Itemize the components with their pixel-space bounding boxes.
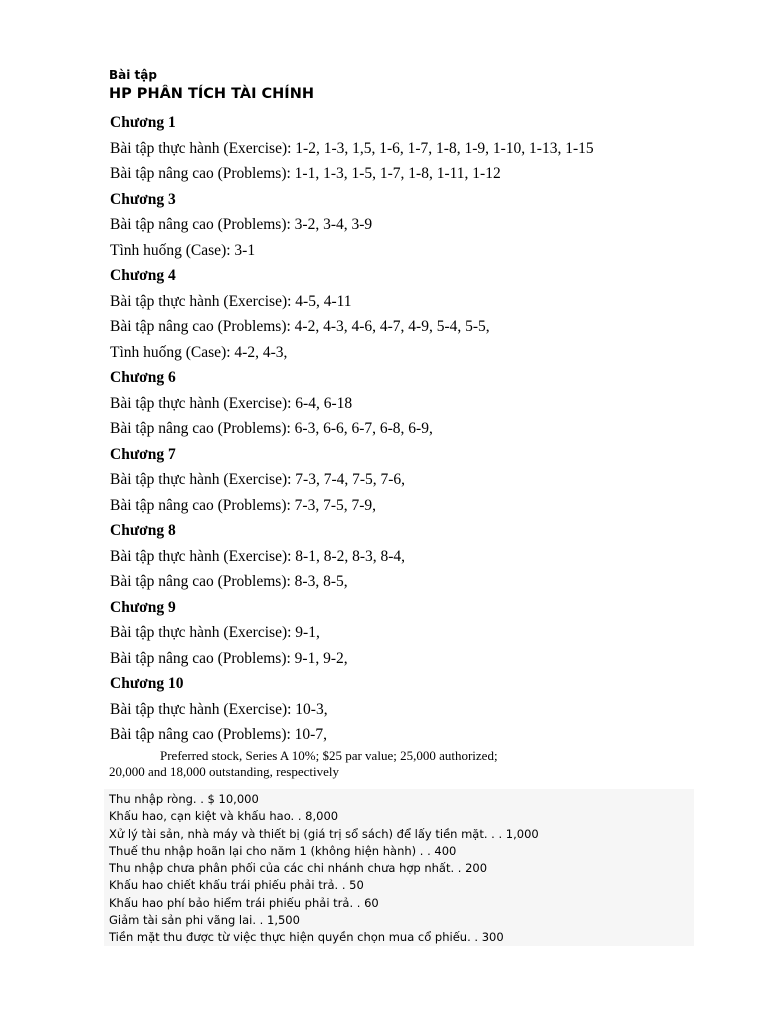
doc-label: Bài tập: [109, 68, 157, 82]
chapter-title: Chương 7: [110, 445, 176, 463]
chapter-line: Bài tập nâng cao (Problems): 10-7,: [110, 726, 327, 743]
cash-flow-item: Khấu hao, cạn kiệt và khấu hao. . 8,000: [109, 809, 339, 824]
cash-flow-items: [109, 791, 709, 947]
chapter-line: Tình huống (Case): 4-2, 4-3,: [110, 343, 288, 361]
note-line: 20,000 and 18,000 outstanding, respectively: [109, 764, 339, 779]
chapter-list: [110, 110, 750, 748]
chapter-line: Bài tập nâng cao (Problems): 8-3, 8-5,: [110, 573, 348, 590]
cash-flow-item: Xử lý tài sản, nhà máy và thiết bị (giá trị sổ sách) để lấy tiền mặt. . . 1,000: [109, 826, 539, 841]
chapter-title: Chương 4: [110, 267, 176, 284]
chapter-line: Bài tập nâng cao (Problems): 3-2, 3-4, 3-9: [110, 216, 373, 233]
doc-title: HP PHÂN TÍCH TÀI CHÍNH: [109, 86, 314, 102]
cash-flow-item: Thu nhập chưa phân phối của các chi nhánh chưa hợp nhất. . 200: [109, 861, 488, 876]
chapter-line: Bài tập nâng cao (Problems): 4-2, 4-3, 4-6, 4-7, 4-9, 5-4, 5-5,: [110, 318, 490, 335]
chapter-line: Bài tập nâng cao (Problems): 7-3, 7-5, 7-9,: [110, 496, 377, 514]
chapter-title: Chương 9: [110, 598, 176, 616]
chapter-line: Bài tập thực hành (Exercise): 4-5, 4-11: [110, 292, 352, 310]
chapter-line: Bài tập nâng cao (Problems): 9-1, 9-2,: [110, 649, 348, 667]
chapter-line: Bài tập thực hành (Exercise): 8-1, 8-2, 8-3, 8-4,: [110, 547, 406, 565]
chapter-title: Chương 3: [110, 190, 176, 208]
cash-flow-item: Khấu hao phí bảo hiểm trái phiếu phải trả. . 60: [109, 895, 379, 910]
note-line: Preferred stock, Series A 10%; $25 par value; 25,000 authorized;: [160, 748, 498, 763]
chapter-title: Chương 10: [110, 675, 184, 692]
cash-flow-item: Giảm tài sản phi vãng lai. . 1,500: [109, 913, 300, 928]
chapter-title: Chương 6: [110, 369, 176, 386]
cash-flow-item: Thu nhập ròng. . $ 10,000: [109, 792, 259, 806]
chapter-line: Tình huống (Case): 3-1: [110, 241, 256, 259]
chapter-line: Bài tập nâng cao (Problems): 6-3, 6-6, 6-7, 6-8, 6-9,: [110, 420, 433, 437]
chapter-line: Bài tập thực hành (Exercise): 10-3,: [110, 700, 328, 718]
chapter-line: Bài tập thực hành (Exercise): 1-2, 1-3, 1,5, 1-6, 1-7, 1-8, 1-9, 1-10, 1-13, 1-15: [110, 139, 594, 157]
chapter-line: Bài tập nâng cao (Problems): 1-1, 1-3, 1-5, 1-7, 1-8, 1-11, 1-12: [110, 165, 501, 182]
preferred-stock-note: [109, 748, 669, 780]
chapter-line: Bài tập thực hành (Exercise): 6-4, 6-18: [110, 394, 353, 412]
chapter-line: Bài tập thực hành (Exercise): 7-3, 7-4, 7-5, 7-6,: [110, 471, 406, 488]
cash-flow-item: Thuế thu nhập hoãn lại cho năm 1 (không hiện hành) . . 400: [109, 843, 457, 858]
chapter-line: Bài tập thực hành (Exercise): 9-1,: [110, 624, 320, 641]
cash-flow-item: Khấu hao chiết khấu trái phiếu phải trả. . 50: [109, 878, 364, 893]
chapter-title: Chương 1: [110, 114, 176, 131]
cash-flow-item: Tiền mặt thu được từ việc thực hiện quyền chọn mua cổ phiếu. . 300: [109, 930, 504, 945]
chapter-title: Chương 8: [110, 522, 176, 539]
